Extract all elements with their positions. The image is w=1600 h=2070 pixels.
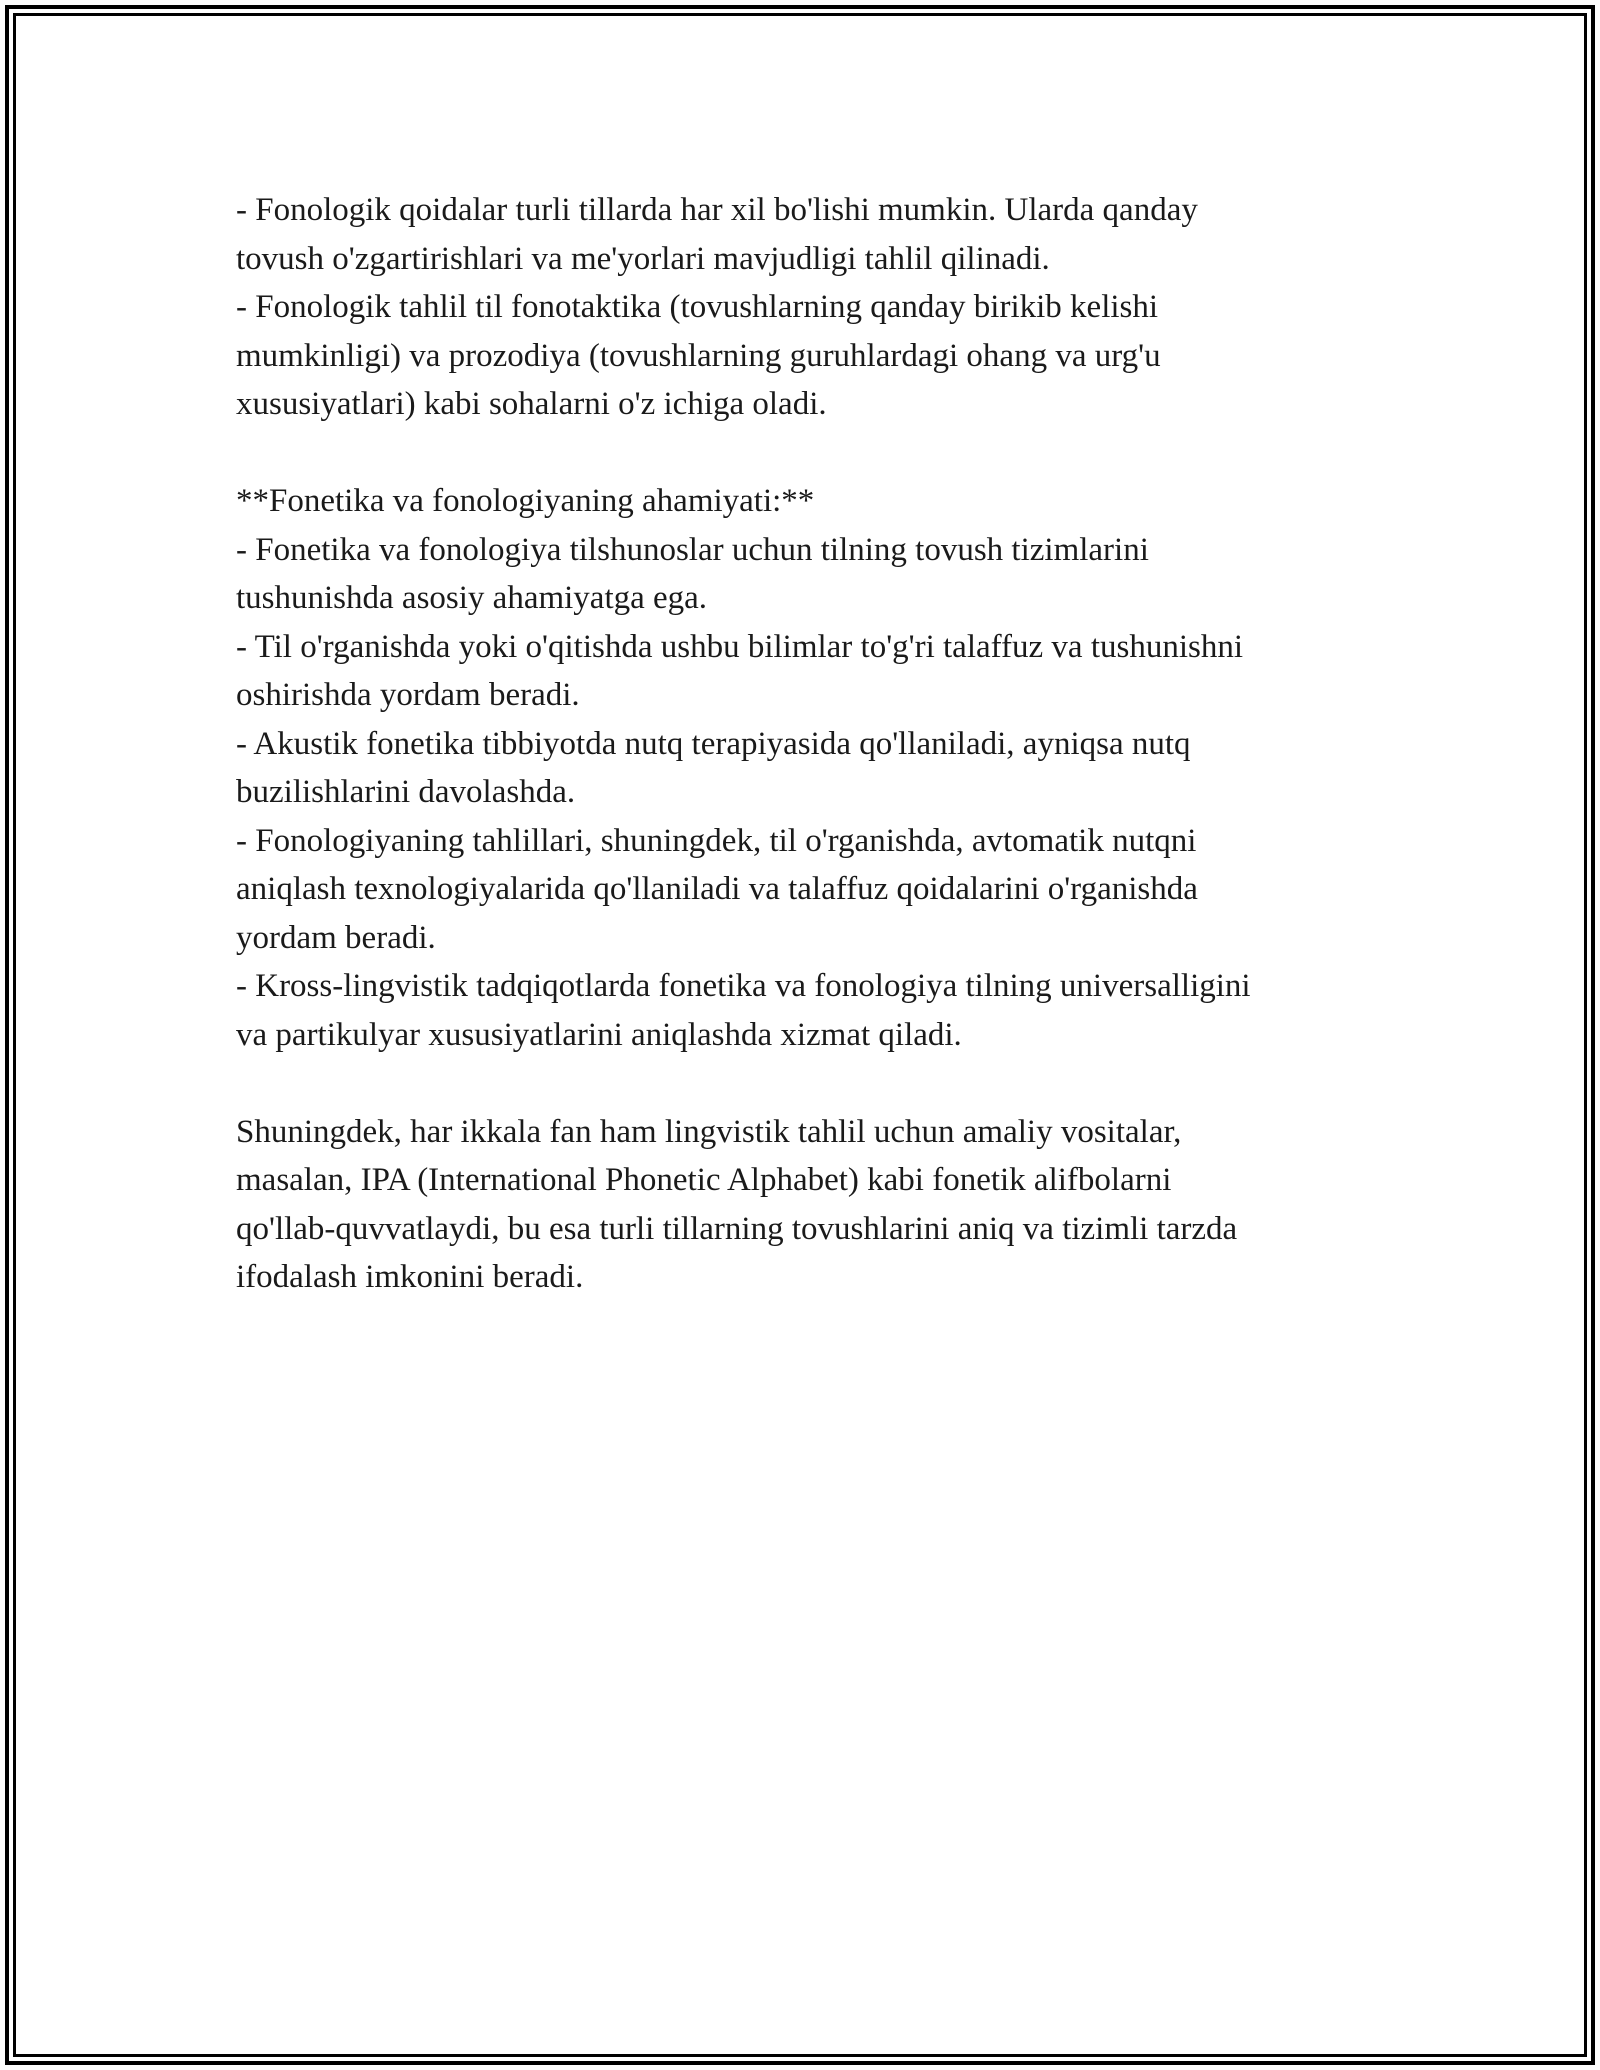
text-line: va partikulyar xususiyatlarini aniqlashda xizmat qiladi.: [236, 1016, 962, 1053]
text-line: - Fonologik qoidalar turli tillarda har xil bo'lishi mumkin. Ularda qanday: [236, 192, 1198, 228]
text-line: xususiyatlari) kabi sohalarni o'z ichiga oladi.: [236, 386, 827, 422]
text-line: mumkinligi) va prozodiya (tovushlarning guruhlardagi ohang va urg'u: [236, 337, 1161, 374]
text-line: qo'llab-quvvatlaydi, bu esa turli tillarning tovushlarini aniq va tizimli tarzda: [236, 1210, 1238, 1247]
text-line: oshirishda yordam beradi.: [236, 677, 580, 713]
text-line: - Fonologiyaning tahlillari, shuningdek, til o'rganishda, avtomatik nutqni: [236, 822, 1197, 859]
text-line: masalan, IPA (International Phonetic Alphabet) kabi fonetik alifbolarni: [236, 1162, 1172, 1198]
section-heading: **Fonetika va fonologiyaning ahamiyati:**: [236, 483, 815, 519]
text-line: aniqlash texnologiyalarida qo'llaniladi va talaffuz qoidalarini o'rganishda: [236, 871, 1198, 907]
text-line: - Kross-lingvistik tadqiqotlarda fonetika va fonologiya tilning universalligini: [236, 968, 1251, 1004]
paragraph-spacer: [236, 1059, 1416, 1108]
text-line: ifodalash imkonini beradi.: [236, 1259, 584, 1295]
text-line: yordam beradi.: [236, 919, 436, 956]
text-line: - Fonetika va fonologiya tilshunoslar uchun tilning tovush tizimlarini: [236, 531, 1149, 568]
text-line: - Fonologik tahlil til fonotaktika (tovushlarning qanday birikib kelishi: [236, 289, 1159, 325]
paragraph-spacer: [236, 429, 1416, 478]
document-body: [236, 186, 1416, 1302]
text-line: tushunishda asosiy ahamiyatga ega.: [236, 580, 708, 616]
text-line: Shuningdek, har ikkala fan ham lingvistik tahlil uchun amaliy vositalar,: [236, 1113, 1182, 1150]
text-line: - Til o'rganishda yoki o'qitishda ushbu bilimlar to'g'ri talaffuz va tushunishni: [236, 628, 1244, 665]
text-line: - Akustik fonetika tibbiyotda nutq terapiyasida qo'llaniladi, ayniqsa nutq: [236, 725, 1191, 762]
text-line: buzilishlarini davolashda.: [236, 774, 576, 810]
text-line: tovush o'zgartirishlari va me'yorlari mavjudligi tahlil qilinadi.: [236, 240, 1050, 277]
